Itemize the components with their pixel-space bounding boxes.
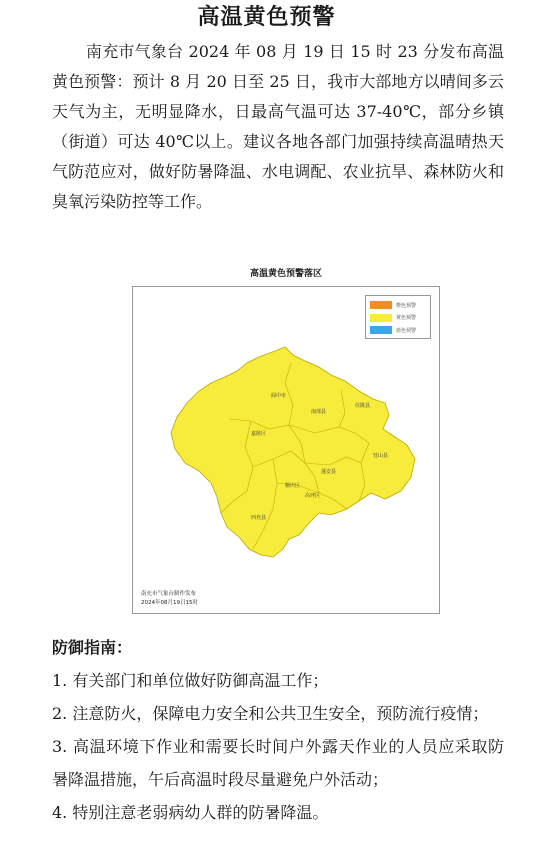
guide-item: 4. 特别注意老弱病幼人群的防暑降温。 [52,803,329,822]
legend-swatch [370,326,392,334]
document-title: 高温黄色预警 [197,5,336,30]
district-label: 蓬安县 [321,469,337,475]
district-label: 仪陇县 [355,403,371,409]
legend-label: 蓝色预警 [396,327,417,334]
district-label: 顺庆区 [285,483,301,489]
district-label: 阆中市 [271,393,287,399]
district-label: 高坪区 [305,493,321,499]
nanchong-region [171,347,415,557]
guide-item: 2. 注意防火，保障电力安全和公共卫生安全，预防流行疫情； [52,704,489,723]
warning-map [132,286,440,614]
map-caption: 高温黄色预警落区 [249,269,322,279]
district-label: 西充县 [251,515,267,521]
warning-body: 南充市气象台 2024 年 08 月 19 日 15 时 23 分发布高温黄色预警：预计 8 月 20 日至 25 日，我市大部地方以晴间多云天气为主，无明显降水，日最高气温可达 37-40℃，部分乡镇（街道）可达 40℃以上。建议各地各部门加强持续高温晴热天气防范应对，做好防暑降温、水电调配、农业抗旱、森林防火和臭氧污染防控等工作。 [52,42,504,211]
district-label: 南部县 [311,409,327,415]
legend-item-blue [370,324,426,337]
map-credit [141,590,198,608]
guide-title: 防御指南： [52,638,133,657]
district-label: 营山县 [373,453,389,459]
map-legend [365,295,431,339]
credit-publisher: 南充市气象台制作发布 [141,591,197,597]
credit-time: 2024年08月19日15时 [141,600,198,606]
legend-label: 黄色预警 [396,315,417,322]
guide-item: 3. 高温环境下作业和需要长时间户外露天作业的人员应采取防暑降温措施，午后高温时段尽量避免户外活动； [52,737,504,789]
legend-swatch [370,301,392,309]
guide-item: 1. 有关部门和单位做好防御高温工作； [52,671,329,690]
legend-swatch [370,314,392,322]
district-label: 嘉陵区 [251,431,267,437]
legend-label: 橙色预警 [396,302,417,309]
guide-list [52,664,504,829]
legend-item-orange [370,299,426,312]
legend-item-yellow [370,312,426,325]
